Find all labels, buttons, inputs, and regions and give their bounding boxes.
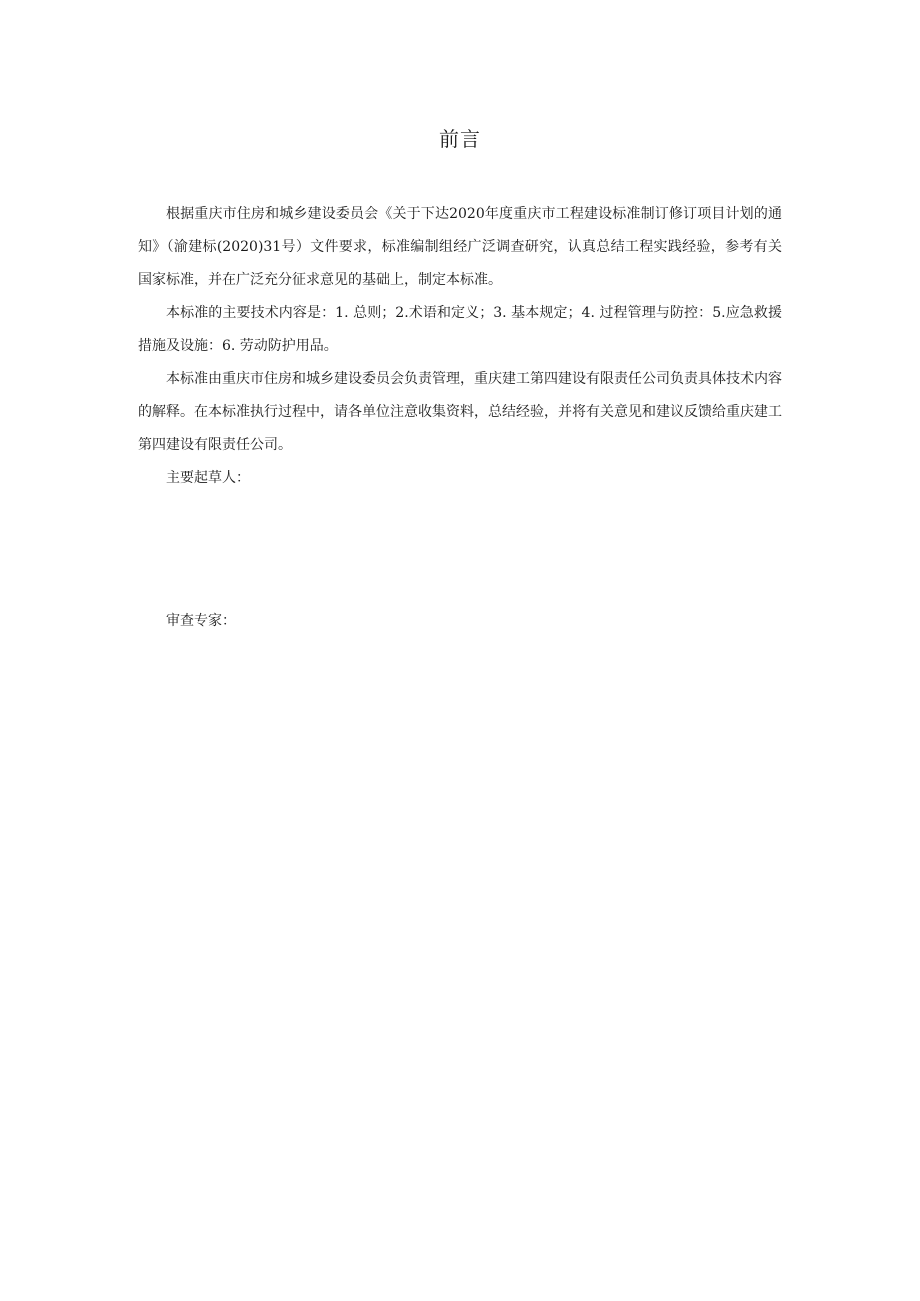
document-body	[138, 198, 782, 629]
page-title: 前言	[439, 127, 481, 151]
reviewers-label: 审查专家：	[166, 613, 236, 629]
paragraph-basis: 根据重庆市住房和城乡建设委员会《关于下达2020年度重庆市工程建设标准制订修订项目计划的通知》（渝建标(2020)31号）文件要求，标准编制组经广泛调查研究，认真总结工程实践经验，参考有关国家标准，并在广泛充分征求意见的基础上，制定本标准。	[138, 206, 782, 288]
paragraph-administration: 本标准由重庆市住房和城乡建设委员会负责管理，重庆建工第四建设有限责任公司负责具体技术内容的解释。在本标准执行过程中，请各单位注意收集资料，总结经验，并将有关意见和建议反馈给重庆建工第四建设有限责任公司。	[138, 371, 782, 453]
drafters-label: 主要起草人：	[166, 470, 250, 486]
paragraph-technical-contents: 本标准的主要技术内容是：1. 总则；2.术语和定义；3. 基本规定；4. 过程管理与防控：5.应急救援措施及设施：6. 劳动防护用品。	[138, 305, 782, 354]
